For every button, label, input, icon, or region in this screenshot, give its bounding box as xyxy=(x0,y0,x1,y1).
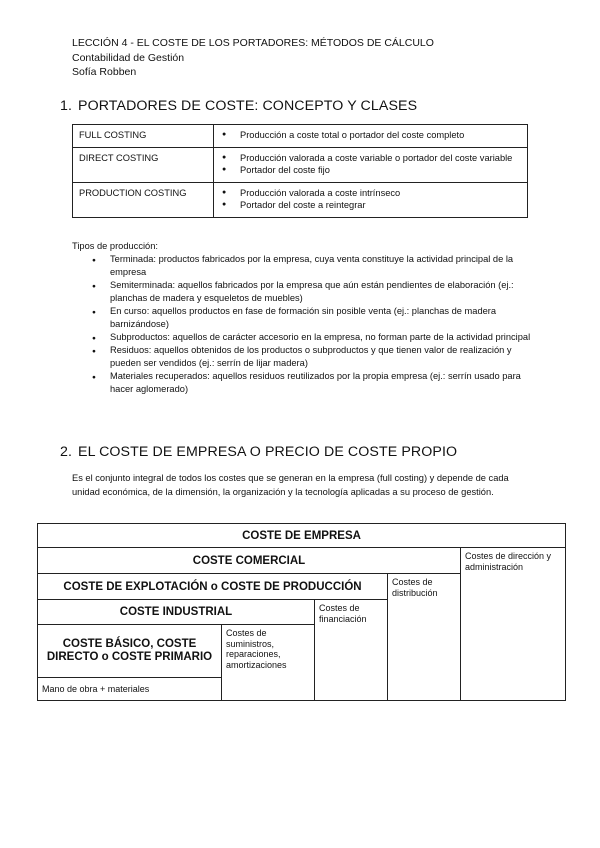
cell-coste-basico: COSTE BÁSICO, COSTE DIRECTO o COSTE PRIMARIO xyxy=(37,624,222,678)
section-2-title: EL COSTE DE EMPRESA O PRECIO DE COSTE PROPIO xyxy=(78,444,458,460)
row-label: PRODUCTION COSTING xyxy=(73,183,214,218)
section-1-number: 1. xyxy=(60,98,73,114)
section-2-number: 2. xyxy=(60,444,73,460)
cell-coste-industrial: COSTE INDUSTRIAL xyxy=(37,599,315,625)
production-types-title: Tipos de producción: xyxy=(72,241,158,251)
list-item: ● Portador del coste a reintegrar xyxy=(220,199,521,211)
cell-costes-direccion: Costes de dirección y administración xyxy=(460,547,566,701)
document-header xyxy=(72,36,434,80)
section-2-heading xyxy=(60,444,457,460)
table-row xyxy=(73,125,528,148)
cell-mano-obra: Mano de obra + materiales xyxy=(37,677,222,701)
row-content xyxy=(214,125,528,148)
list-item: ● En curso: aquellos productos en fase de formación sin posible venta (ej.: planchas de madera barnizándose) xyxy=(72,305,532,331)
subject-name: Contabilidad de Gestión xyxy=(72,51,185,64)
list-item: ● Producción a coste total o portador del coste completo xyxy=(220,129,521,141)
list-item: ● Portador del coste fijo xyxy=(220,164,521,176)
list-item: ● Materiales recuperados: aquellos residuos reutilizados por la propia empresa (ej.: serrín usado para hacer aglomerado) xyxy=(72,370,532,396)
production-types xyxy=(72,240,532,396)
row-content xyxy=(214,148,528,183)
cell-coste-empresa: COSTE DE EMPRESA xyxy=(37,523,566,548)
list-item: ● Residuos: aquellos obtenidos de los productos o subproductos y que tienen valor de realización y pueden ser vendidos (ej.: serrín de lijar madera) xyxy=(72,344,532,370)
table-row xyxy=(73,183,528,218)
production-types-list xyxy=(72,253,532,396)
cell-costes-distribucion: Costes de distribución xyxy=(387,573,461,701)
cell-coste-comercial: COSTE COMERCIAL xyxy=(37,547,461,574)
list-item: ● Semiterminada: aquellos fabricados por la empresa que aún están pendientes de elaboración (ej.: planchas de madera y esqueletos de muebles) xyxy=(72,279,532,305)
section-1-heading xyxy=(60,98,417,114)
row-label: DIRECT COSTING xyxy=(73,148,214,183)
table-row xyxy=(73,148,528,183)
list-item: ● Terminada: productos fabricados por la empresa, cuya venta constituye la actividad principal de la empresa xyxy=(72,253,532,279)
cell-costes-suministros: Costes de suministros, reparaciones, amortizaciones xyxy=(221,624,315,701)
cell-coste-explotacion: COSTE DE EXPLOTACIÓN o COSTE DE PRODUCCIÓN xyxy=(37,573,388,600)
portadores-table xyxy=(72,124,528,218)
list-item: ● Subproductos: aquellos de carácter accesorio en la empresa, no forman parte de la actividad principal xyxy=(72,331,532,344)
cell-costes-financiacion: Costes de financiación xyxy=(314,599,388,701)
list-item: ● Producción valorada a coste variable o portador del coste variable xyxy=(220,152,521,164)
section-1-title: PORTADORES DE COSTE: CONCEPTO Y CLASES xyxy=(78,98,418,114)
list-item: ● Producción valorada a coste intrínseco xyxy=(220,187,521,199)
coste-empresa-table xyxy=(37,523,566,701)
lesson-title: LECCIÓN 4 - EL COSTE DE LOS PORTADORES: MÉTODOS DE CÁLCULO xyxy=(72,37,434,49)
author-name: Sofía Robben xyxy=(72,66,137,79)
section-2-paragraph: Es el conjunto integral de todos los costes que se generan en la empresa (full costing) y depende de cada unidad económica, de la dimensión, la organización y la tecnología aplicadas a su proceso de gestión. xyxy=(72,473,509,497)
row-label: FULL COSTING xyxy=(73,125,214,148)
row-content xyxy=(214,183,528,218)
